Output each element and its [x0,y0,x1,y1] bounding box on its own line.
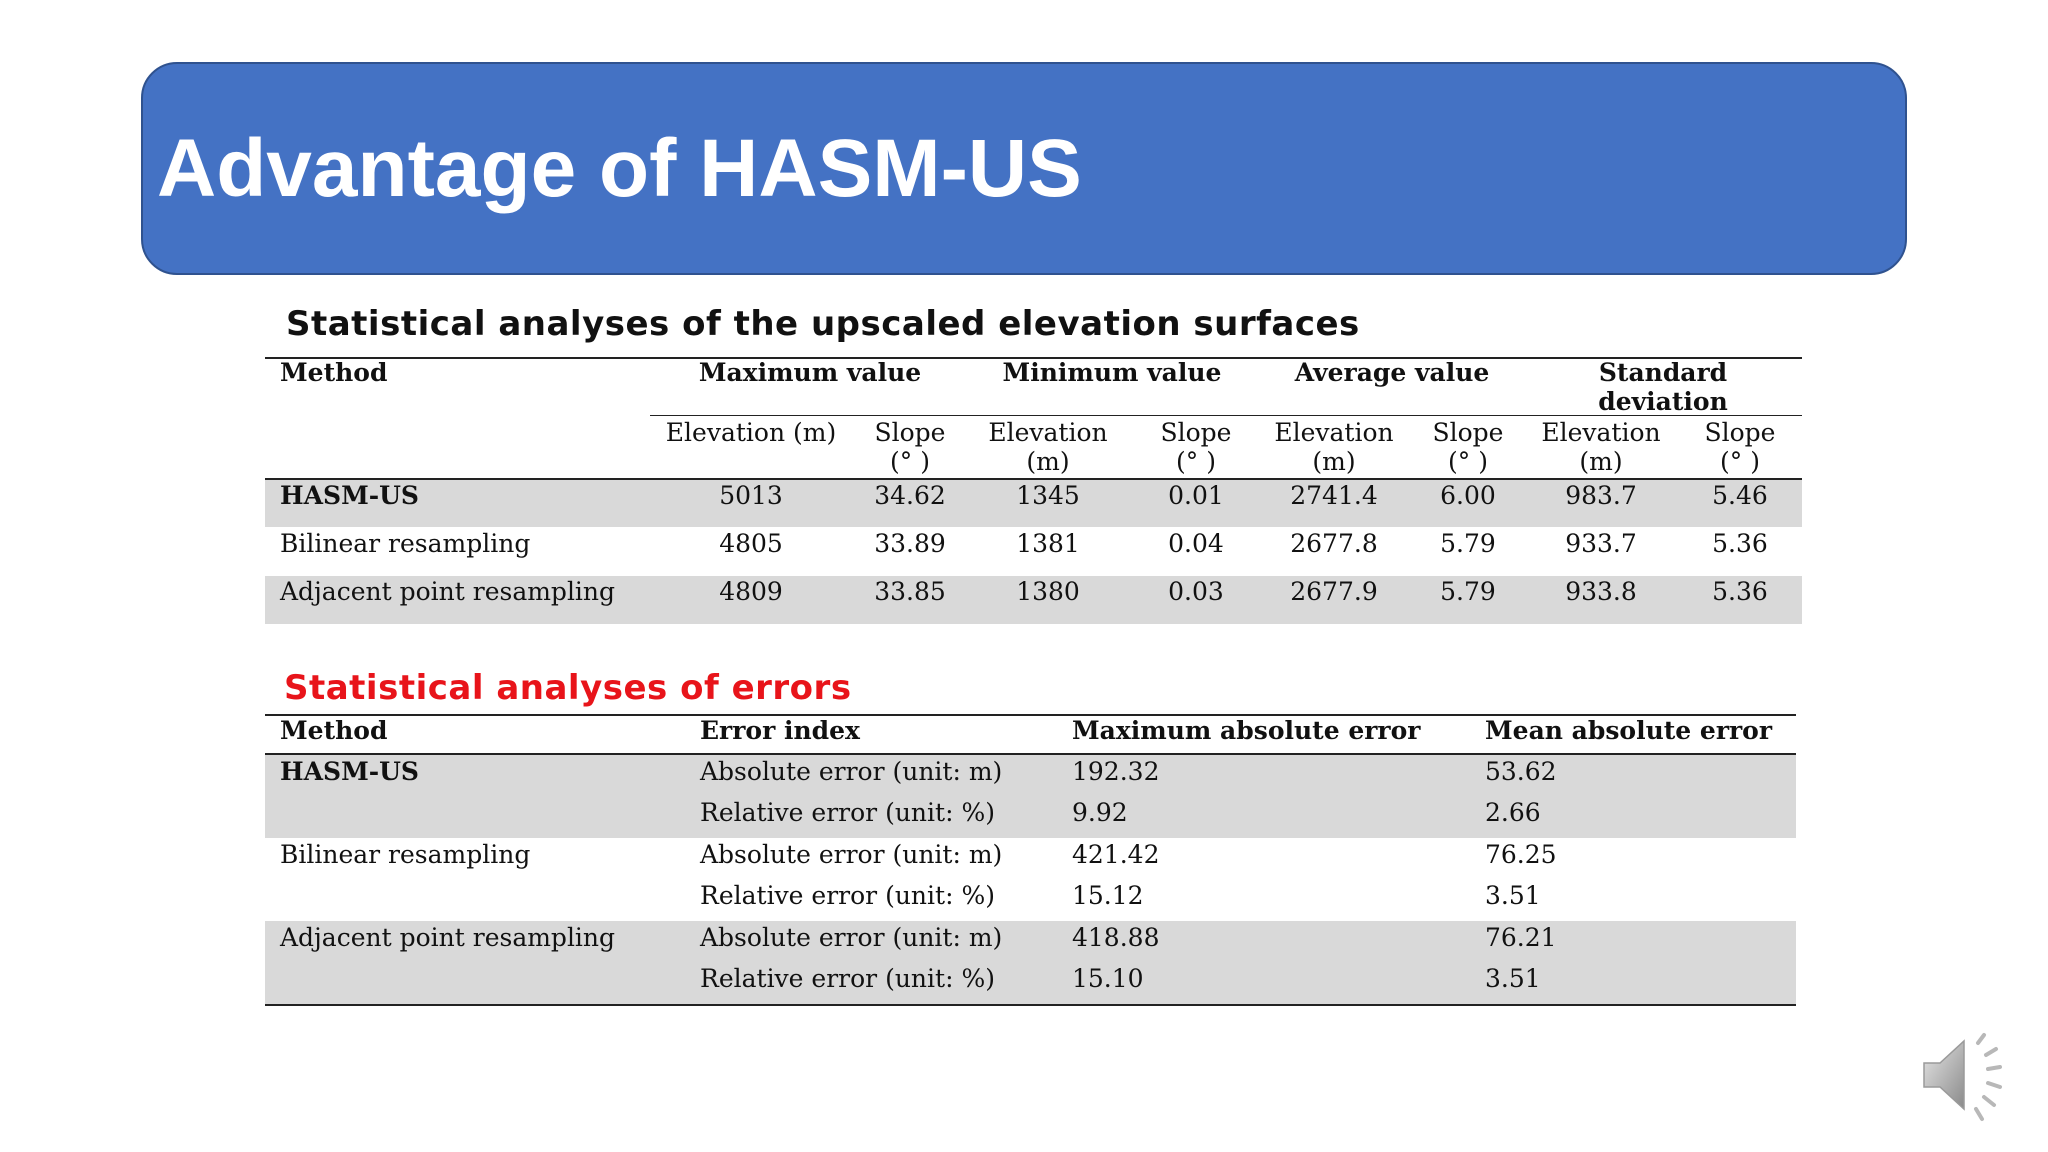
table2-row2-abs-label: Absolute error (unit: m) [700,840,1003,869]
table1-row3-max-elev: 4809 [719,577,783,606]
table1-header-bottom-rule [265,478,1802,480]
table1-row3-max-slope: 33.85 [874,577,946,606]
table1-row3-std-elev: 933.8 [1565,577,1637,606]
table1-header-std-line2: deviation [1598,387,1728,416]
table1-row1-std-slope: 5.46 [1712,481,1768,510]
table1-sub-max-slope-unit: (° ) [890,447,930,476]
table1-header-method: Method [280,358,388,387]
table1-row2-std-slope: 5.36 [1712,529,1768,558]
table2-row1-abs-mean: 53.62 [1485,757,1557,786]
table1-row2-min-slope: 0.04 [1168,529,1224,558]
table1-sub-std-elev-unit: (m) [1579,447,1623,476]
table1-sub-min-elev-unit: (m) [1026,447,1070,476]
table1-row3-avg-slope: 5.79 [1440,577,1496,606]
table2-row2-rel-label: Relative error (unit: %) [700,881,995,910]
table1-row3-method: Adjacent point resampling [280,577,616,606]
table1-row3-std-slope: 5.36 [1712,577,1768,606]
table1-sub-std-elev: Elevation [1541,418,1661,447]
table2-row3-abs-label: Absolute error (unit: m) [700,923,1003,952]
table1-row1-min-slope: 0.01 [1168,481,1224,510]
speaker-icon[interactable] [1916,1025,2016,1125]
table1-sub-avg-slope: Slope [1432,418,1504,447]
table1-row1-max-elev: 5013 [719,481,783,510]
table2-row1-abs-label: Absolute error (unit: m) [700,757,1003,786]
title-banner [141,62,1907,275]
table2-row2-method: Bilinear resampling [280,840,531,869]
table1-sub-avg-elev-unit: (m) [1312,447,1356,476]
table2-bottom-rule [265,1004,1796,1006]
table1-row1-method: HASM-US [280,481,419,510]
table2-row2-rel-mean: 3.51 [1485,881,1541,910]
table2-row2-abs-mean: 76.25 [1485,840,1557,869]
table1-row2-max-slope: 33.89 [874,529,946,558]
table1-header-std-line1: Standard [1598,358,1728,387]
table1-caption: Statistical analyses of the upscaled elevation surfaces [286,304,1360,344]
table2-row3-abs-mean: 76.21 [1485,923,1557,952]
table1-sub-std-slope: Slope [1704,418,1776,447]
table2-header-mean-abs: Mean absolute error [1485,716,1773,745]
table2-row3-abs-max: 418.88 [1072,923,1160,952]
table1-row2-min-elev: 1381 [1016,529,1080,558]
table2-row-shade-1 [265,755,1796,838]
table1-sub-max-elev: Elevation (m) [665,418,837,447]
table2-caption: Statistical analyses of errors [284,668,852,708]
table2-row3-rel-max: 15.10 [1072,964,1144,993]
table1-row2-max-elev: 4805 [719,529,783,558]
table1-row2-std-elev: 933.7 [1565,529,1637,558]
table2-row2-abs-max: 421.42 [1072,840,1160,869]
table1-header-min: Minimum value [1002,358,1222,387]
table1-sub-min-slope-unit: (° ) [1176,447,1216,476]
table1-row3-avg-elev: 2677.9 [1290,577,1378,606]
table2-row3-method: Adjacent point resampling [280,923,616,952]
table1-row1-min-elev: 1345 [1016,481,1080,510]
table1-sub-avg-elev: Elevation [1274,418,1394,447]
table1-sub-min-slope: Slope [1160,418,1232,447]
table1-row1-avg-slope: 6.00 [1440,481,1496,510]
table1-sub-avg-slope-unit: (° ) [1448,447,1488,476]
table2-row1-rel-label: Relative error (unit: %) [700,798,995,827]
table2-row3-rel-mean: 3.51 [1485,964,1541,993]
table2-header-bottom-rule [265,753,1796,755]
table2-header-method: Method [280,716,388,745]
table2-row1-rel-max: 9.92 [1072,798,1128,827]
table1-row2-method: Bilinear resampling [280,529,531,558]
table2-header-error-index: Error index [700,716,860,745]
table2-row1-rel-mean: 2.66 [1485,798,1541,827]
table1-row2-avg-elev: 2677.8 [1290,529,1378,558]
table1-sub-std-slope-unit: (° ) [1720,447,1760,476]
table1-row2-avg-slope: 5.79 [1440,529,1496,558]
table2-row3-rel-label: Relative error (unit: %) [700,964,995,993]
table1-row3-min-slope: 0.03 [1168,577,1224,606]
table2-row1-abs-max: 192.32 [1072,757,1160,786]
table2-header-max-abs: Maximum absolute error [1072,716,1421,745]
table2-row1-method: HASM-US [280,757,419,786]
table1-row1-avg-elev: 2741.4 [1290,481,1378,510]
slide-title: Advantage of HASM-US [157,123,1082,214]
table1-header-avg: Average value [1294,358,1490,387]
table1-row1-max-slope: 34.62 [874,481,946,510]
table2-row2-rel-max: 15.12 [1072,881,1144,910]
table1-header-max: Maximum value [698,358,922,387]
table1-sub-min-elev: Elevation [988,418,1108,447]
table1-row1-std-elev: 983.7 [1565,481,1637,510]
table1-sub-max-slope: Slope [874,418,946,447]
table1-row3-min-elev: 1380 [1016,577,1080,606]
